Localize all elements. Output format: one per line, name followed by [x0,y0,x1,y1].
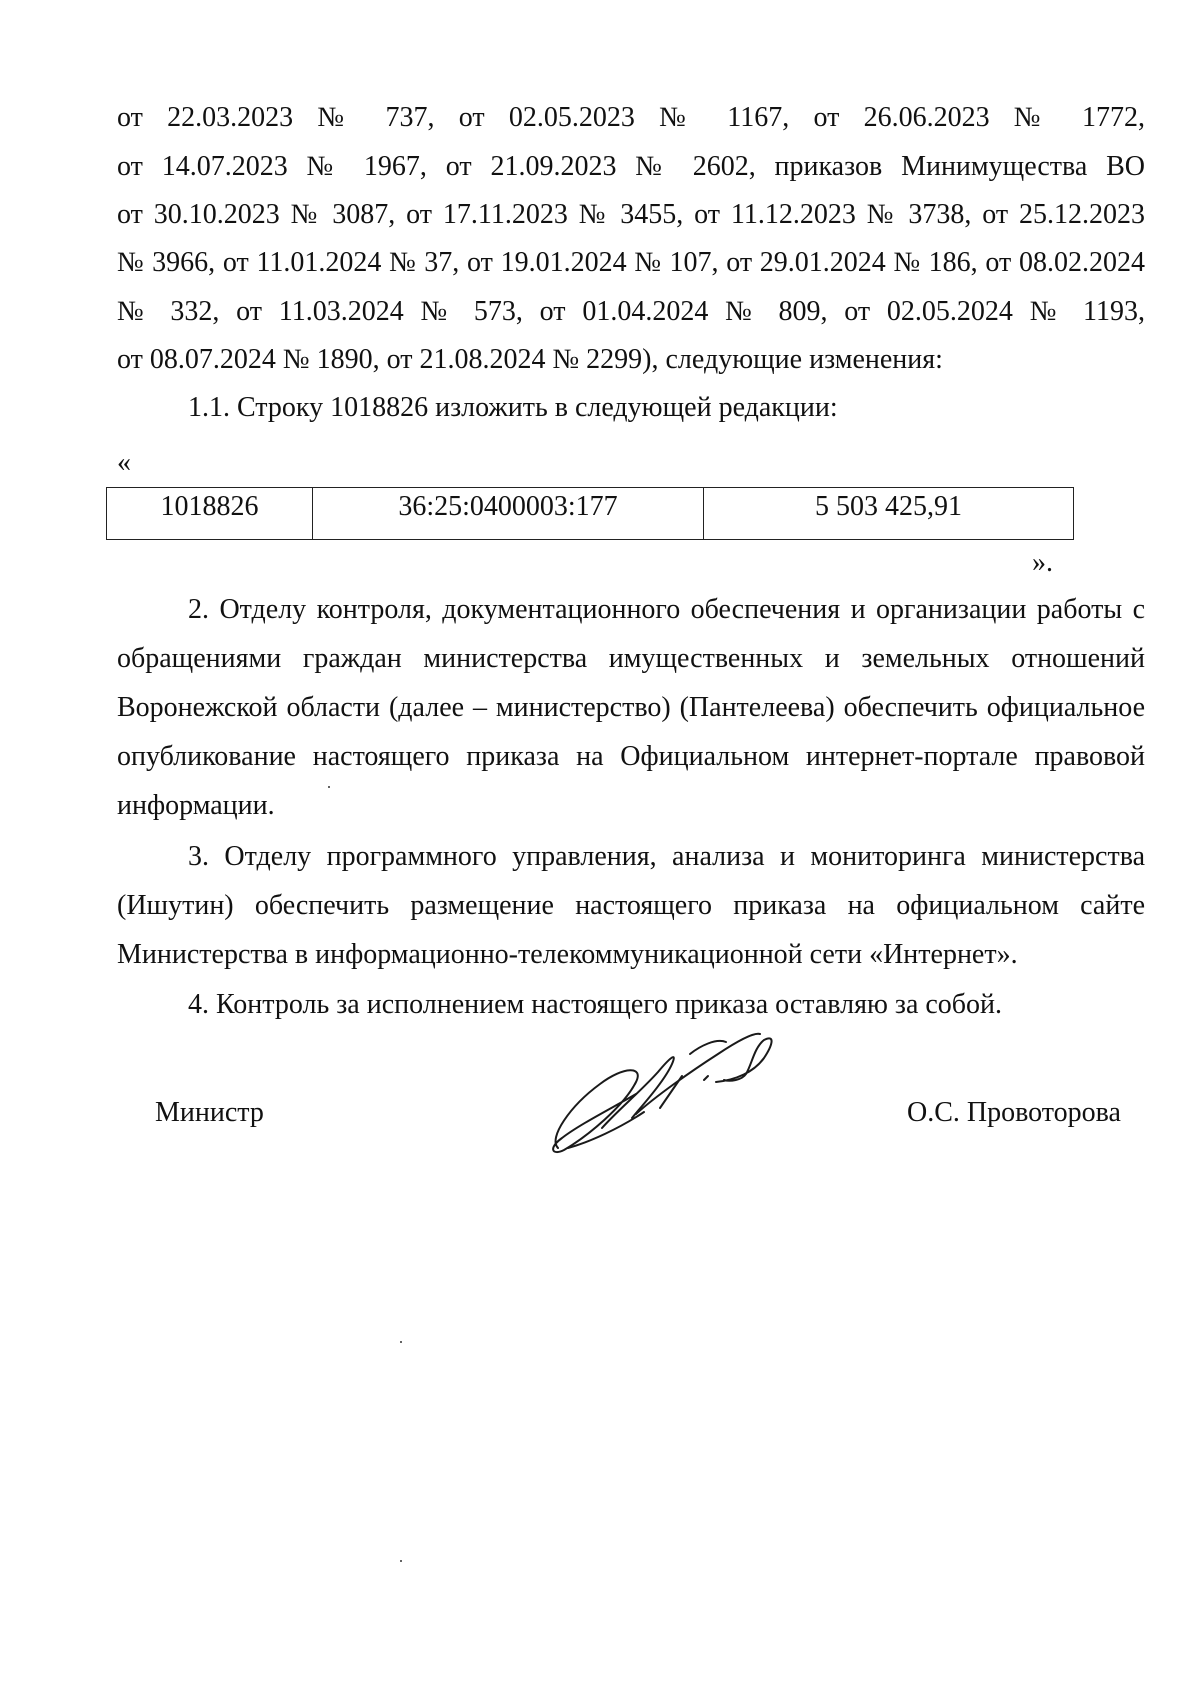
cadastral-number-cell: 36:25:0400003:177 [313,488,704,540]
paragraph-3: 3. Отделу программного управления, анализа и мониторинга министерства (Ишутин) обеспечить размещение настоящего приказа на официальном сайте Министерства в информационно-телекоммуникационной сети «Интернет». [117,841,1145,970]
row-code-cell: 1018826 [107,488,313,540]
table-row [107,488,1074,540]
signer-position: Министр [155,1097,264,1128]
value-cell: 5 503 425,91 [704,488,1074,540]
open-quote: « [117,447,131,478]
intro-line-3: от 30.10.2023 № 3087, от 17.11.2023 № 3455, от 11.12.2023 № 3738, от 25.12.2023 [117,199,1145,230]
intro-line-2: от 14.07.2023 № 1967, от 21.09.2023 № 2602, приказов Минимущества ВО [117,151,1145,182]
paragraph-2: 2. Отделу контроля, документационного обеспечения и организации работы с обращениями граждан министерства имущественных и земельных отношений Воронежской области (далее – министерство) (Пантелеева) обеспечить официальное опубликование настоящего приказа на Официальном интернет-портале правовой информации. [117,594,1145,821]
signer-name: О.С. Провоторова [907,1097,1121,1128]
scan-speck [328,786,330,788]
scan-speck [400,1560,402,1562]
intro-line-1: от 22.03.2023 № 737, от 02.05.2023 № 1167, от 26.06.2023 № 1772, [117,102,1145,133]
intro-line-6: от 08.07.2024 № 1890, от 21.08.2024 № 2299), следующие изменения: [117,344,943,375]
close-quote: ». [1032,547,1053,578]
handwritten-signature [540,1010,820,1170]
intro-line-4: № 3966, от 11.01.2024 № 37, от 19.01.2024 № 107, от 29.01.2024 № 186, от 08.02.2024 [117,247,1145,278]
scan-speck [400,1341,402,1343]
item-1-1: 1.1. Строку 1018826 изложить в следующей редакции: [188,392,838,423]
paragraph-4: 4. Контроль за исполнением настоящего приказа оставляю за собой. [188,989,1003,1020]
intro-line-5: № 332, от 11.03.2024 № 573, от 01.04.2024 № 809, от 02.05.2024 № 1193, [117,296,1145,327]
replacement-row-table [106,487,1074,540]
